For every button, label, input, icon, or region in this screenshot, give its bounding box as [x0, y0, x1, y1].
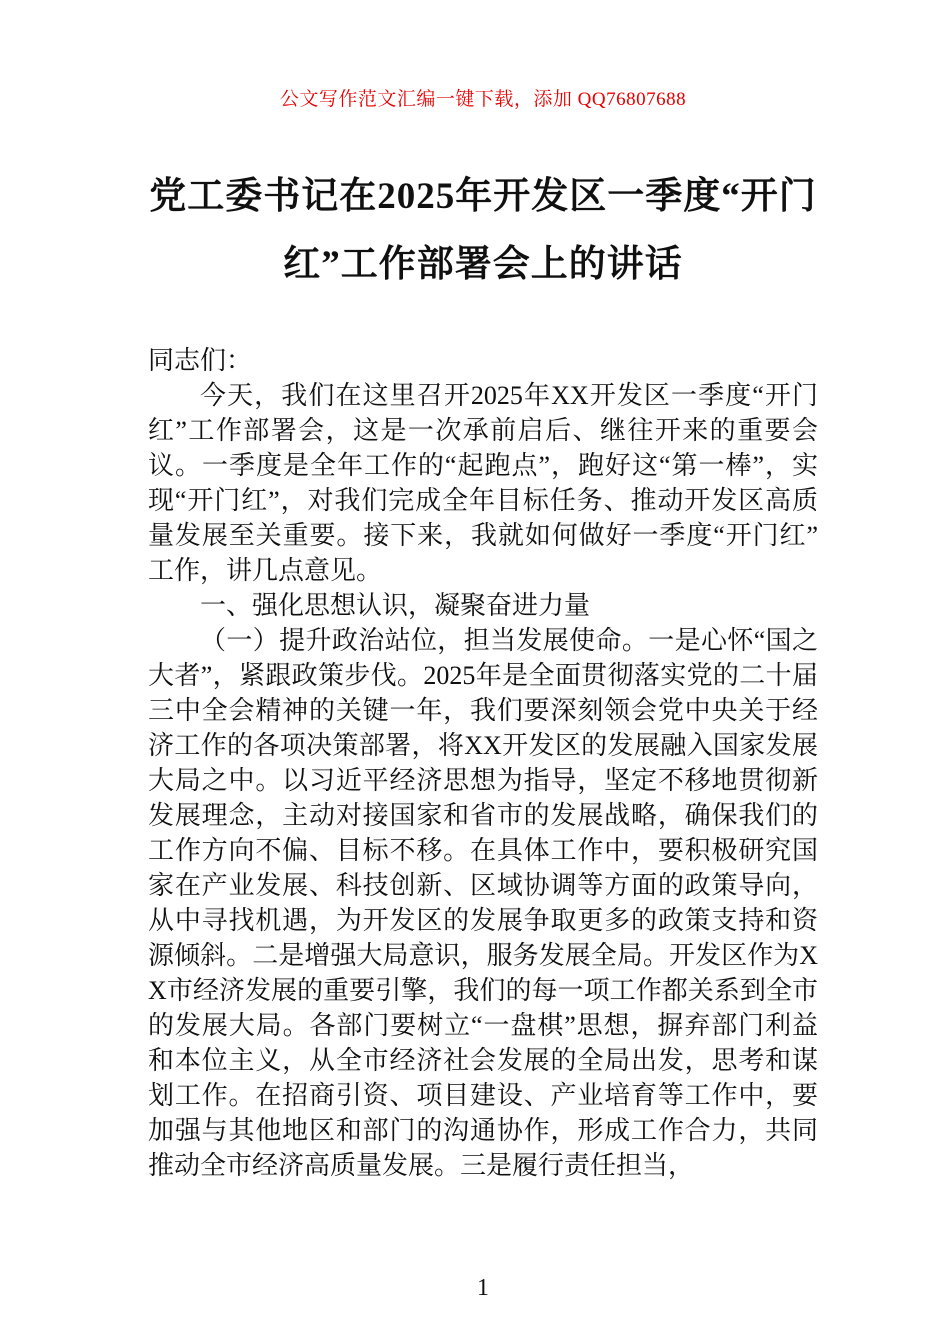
- document-title: 党工委书记在2025年开发区一季度“开门红”工作部署会上的讲话: [149, 176, 817, 285]
- page-number: 1: [477, 1275, 489, 1301]
- promo-notice: 公文写作范文汇编一键下载，添加 QQ76807688: [279, 89, 687, 110]
- paragraph-body: 今天，我们在这里召开2025年XX开发区一季度“开门红”工作部署会，这是一次承前启后、继往开来的重要会议。一季度是全年工作的“起跑点”，跑好这“第一棒”，实现“开门红”，对我们完成全年目标任务、推动开发区高质量发展至关重要。接下来，我就如何做好一季度“开门红”工作，讲几点意见。: [148, 381, 818, 585]
- paragraph-heading: 一、强化思想认识，凝聚奋进力量: [200, 591, 591, 620]
- paragraph-salutation: 同志们：: [148, 346, 253, 375]
- document-body: [148, 343, 818, 1183]
- paragraph-body: （一）提升政治站位，担当发展使命。一是心怀“国之大者”，紧跟政策步伐。2025年是全面贯彻落实党的二十届三中全会精神的关键一年，我们要深刻领会党中央关于经济工作的各项决策部署，将XX开发区的发展融入国家发展大局之中。以习近平经济思想为指导，坚定不移地贯彻新发展理念，主动对接国家和省市的发展战略，确保我们的工作方向不偏、目标不移。在具体工作中，要积极研究国家在产业发展、科技创新、区域协调等方面的政策导向，从中寻找机遇，为开发区的发展争取更多的政策支持和资源倾斜。二是增强大局意识，服务发展全局。开发区作为XX市经济发展的重要引擎，我们的每一项工作都关系到全市的发展大局。各部门要树立“一盘棋”思想，摒弃部门利益和本位主义，从全市经济社会发展的全局出发，思考和谋划工作。在招商引资、项目建设、产业培育等工作中，要加强与其他地区和部门的沟通协作，形成工作合力，共同推动全市经济高质量发展。三是履行责任担当，: [148, 626, 818, 1180]
